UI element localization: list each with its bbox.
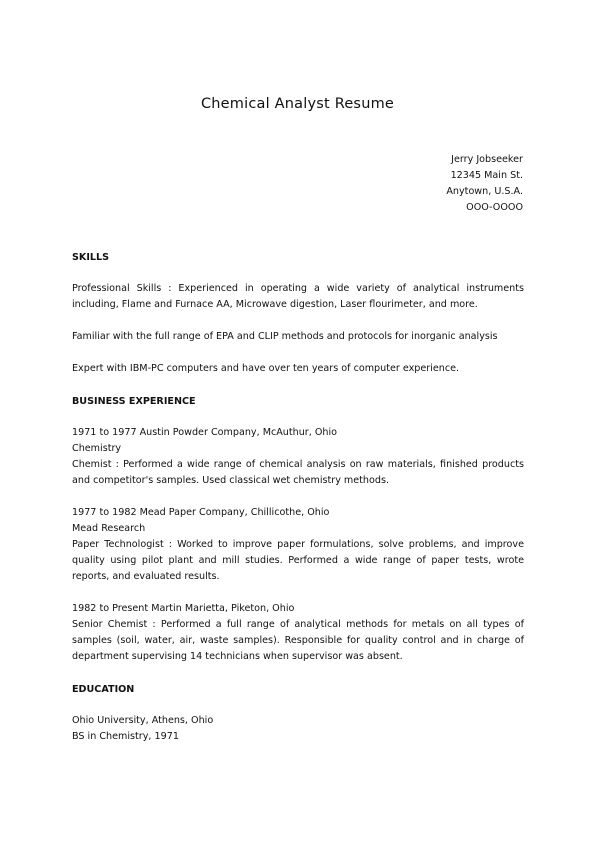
page-title: Chemical Analyst Resume [200,96,395,112]
job-austin-powder [72,425,524,489]
contact-block [446,152,523,216]
job-martin-marietta [72,601,524,665]
contact-street: 12345 Main St. [450,170,523,181]
job-mead-paper-department: Mead Research [72,523,146,534]
education-school: Ohio University, Athens, Ohio [72,715,214,726]
education-entry [72,713,524,745]
skills-item-professional: Professional Skills : Experienced in operating a wide variety of analytical instruments including, Flame and Furnace AA, Microwave digestion, Laser flourimeter, and more. [72,283,524,310]
skills-item-epa: Familiar with the full range of EPA and CLIP methods and protocols for inorganic analysis [72,331,498,342]
job-martin-marietta-description: Senior Chemist : Performed a full range of analytical methods for metals on all types of samples (soil, water, air, waste samples). Responsible for quality control and in charge of department supervising 14 technicians when supervisor was absent. [72,619,524,662]
skills-heading: SKILLS [72,252,110,263]
job-austin-powder-description: Chemist : Performed a wide range of chemical analysis on raw materials, finished products and competitor's samples. Used classical wet chemistry methods. [72,459,524,486]
job-austin-powder-department: Chemistry [72,443,122,454]
skills-item-computer: Expert with IBM-PC computers and have over ten years of computer experience. [72,363,460,374]
job-mead-paper-description: Paper Technologist : Worked to improve paper formulations, solve problems, and improve quality using pilot plant and mill studies. Performed a wide range of paper tests, wrote reports, and evaluated results. [72,539,524,582]
contact-phone: OOO-OOOO [466,202,523,213]
job-mead-paper-employer: 1977 to 1982 Mead Paper Company, Chillicothe, Ohio [72,507,330,518]
experience-heading: BUSINESS EXPERIENCE [72,396,196,407]
education-degree: BS in Chemistry, 1971 [72,731,179,742]
contact-city: Anytown, U.S.A. [446,186,523,197]
job-martin-marietta-employer: 1982 to Present Martin Marietta, Piketon, Ohio [72,603,295,614]
education-heading: EDUCATION [72,684,135,695]
contact-name: Jerry Jobseeker [451,154,523,165]
job-austin-powder-employer: 1971 to 1977 Austin Powder Company, McAuthur, Ohio [72,427,338,438]
job-mead-paper [72,505,524,585]
